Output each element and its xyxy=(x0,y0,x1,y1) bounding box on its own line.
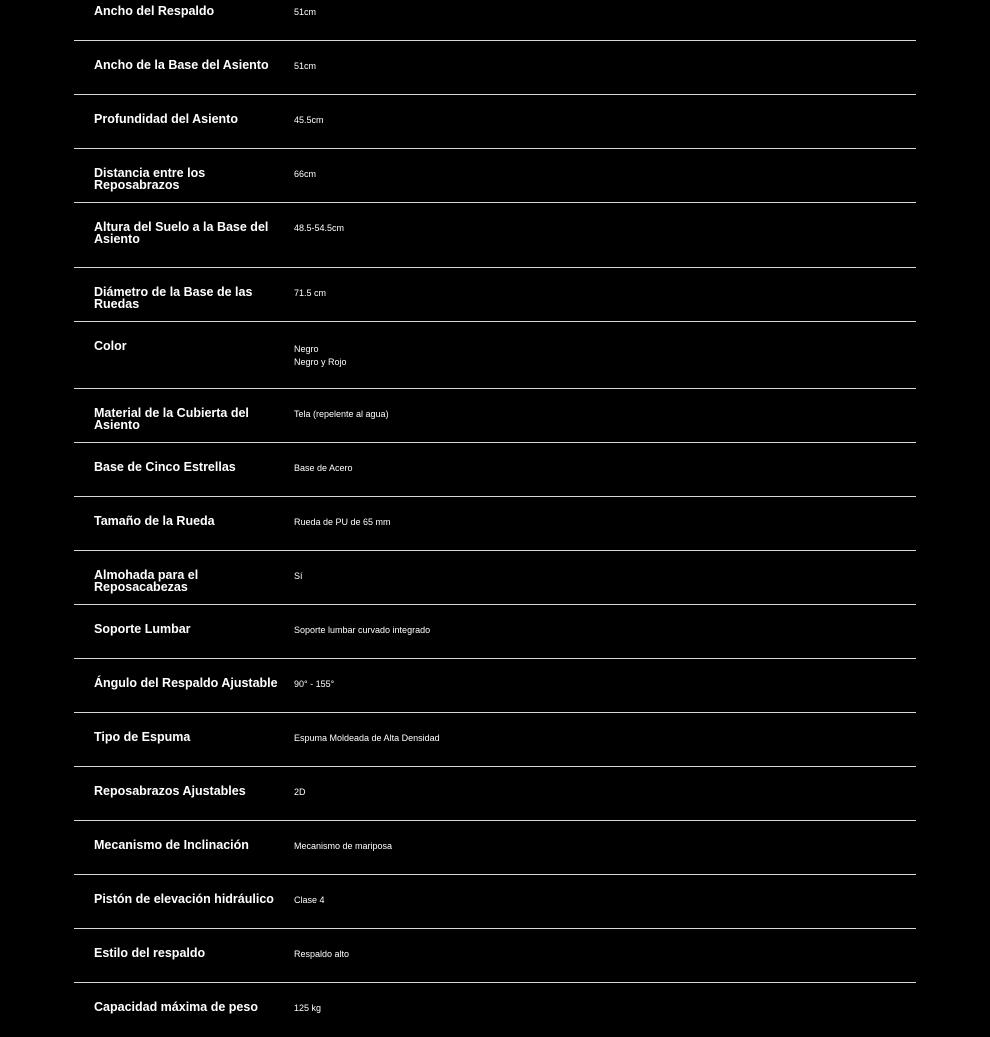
spec-value: 51cm xyxy=(294,61,317,71)
color-option: Negro y Rojo xyxy=(294,357,347,367)
spec-row-tilt-mechanism xyxy=(74,821,916,875)
spec-row-lumbar-support xyxy=(74,605,916,659)
spec-value: 90° - 155° xyxy=(294,679,335,689)
spec-label: Color xyxy=(94,339,127,353)
spec-label: Ancho del Respaldo xyxy=(94,4,215,18)
spec-value: 71.5 cm xyxy=(294,288,327,298)
spec-row-wheelbase-diameter xyxy=(74,268,916,322)
spec-label: Soporte Lumbar xyxy=(94,622,191,636)
spec-row-backrest-style xyxy=(74,929,916,983)
spec-row-max-weight xyxy=(74,983,916,1037)
spec-row-foam-type xyxy=(74,713,916,767)
spec-value: Mecanismo de mariposa xyxy=(294,841,393,851)
spec-label: Profundidad del Asiento xyxy=(94,112,238,126)
spec-value: Sí xyxy=(294,571,303,581)
spec-label: Estilo del respaldo xyxy=(94,946,206,960)
spec-label: Altura del Suelo a la Base del Asiento xyxy=(94,220,269,246)
spec-label: Reposabrazos Ajustables xyxy=(94,784,246,798)
spec-row-seat-height xyxy=(74,203,916,268)
spec-row-adjustable-armrests xyxy=(74,767,916,821)
spec-label: Mecanismo de Inclinación xyxy=(94,838,249,852)
spec-value: 66cm xyxy=(294,169,317,179)
spec-row-backrest-width xyxy=(74,0,916,41)
spec-value: Clase 4 xyxy=(294,895,325,905)
spec-value: Espuma Moldeada de Alta Densidad xyxy=(294,733,440,743)
spec-value: Respaldo alto xyxy=(294,949,350,959)
spec-value: Tela (repelente al agua) xyxy=(294,409,389,419)
spec-label: Capacidad máxima de peso xyxy=(94,1000,258,1014)
spec-value: Base de Acero xyxy=(294,463,353,473)
spec-value: 48.5-54.5cm xyxy=(294,223,345,233)
spec-label: Tipo de Espuma xyxy=(94,730,191,744)
color-option: Negro xyxy=(294,344,319,354)
spec-label: Diámetro de la Base de las Ruedas xyxy=(94,285,253,311)
spec-row-backrest-angle xyxy=(74,659,916,713)
spec-row-seat-base-width xyxy=(74,41,916,95)
spec-label: Distancia entre los Reposabrazos xyxy=(94,166,206,192)
spec-label: Ancho de la Base del Asiento xyxy=(94,58,269,72)
spec-value: Rueda de PU de 65 mm xyxy=(294,517,391,527)
specifications-table xyxy=(74,0,916,1037)
spec-value: 51cm xyxy=(294,7,317,17)
spec-row-five-star-base xyxy=(74,443,916,497)
spec-value: Soporte lumbar curvado integrado xyxy=(294,625,431,635)
spec-row-seat-cover-material xyxy=(74,389,916,443)
spec-value: 2D xyxy=(294,787,306,797)
spec-label: Tamaño de la Rueda xyxy=(94,514,215,528)
spec-value: 45.5cm xyxy=(294,115,324,125)
spec-row-wheel-size xyxy=(74,497,916,551)
spec-row-armrest-distance xyxy=(74,149,916,203)
spec-row-color xyxy=(74,322,916,389)
spec-value xyxy=(294,340,347,369)
spec-row-gas-lift xyxy=(74,875,916,929)
spec-row-headrest-pillow xyxy=(74,551,916,605)
spec-label: Base de Cinco Estrellas xyxy=(94,460,236,474)
spec-row-seat-depth xyxy=(74,95,916,149)
spec-label: Almohada para el Reposacabezas xyxy=(94,568,199,594)
spec-label: Pistón de elevación hidráulico xyxy=(94,892,274,906)
spec-value: 125 kg xyxy=(294,1003,322,1013)
spec-label: Ángulo del Respaldo Ajustable xyxy=(94,676,278,690)
spec-label: Material de la Cubierta del Asiento xyxy=(94,406,249,432)
